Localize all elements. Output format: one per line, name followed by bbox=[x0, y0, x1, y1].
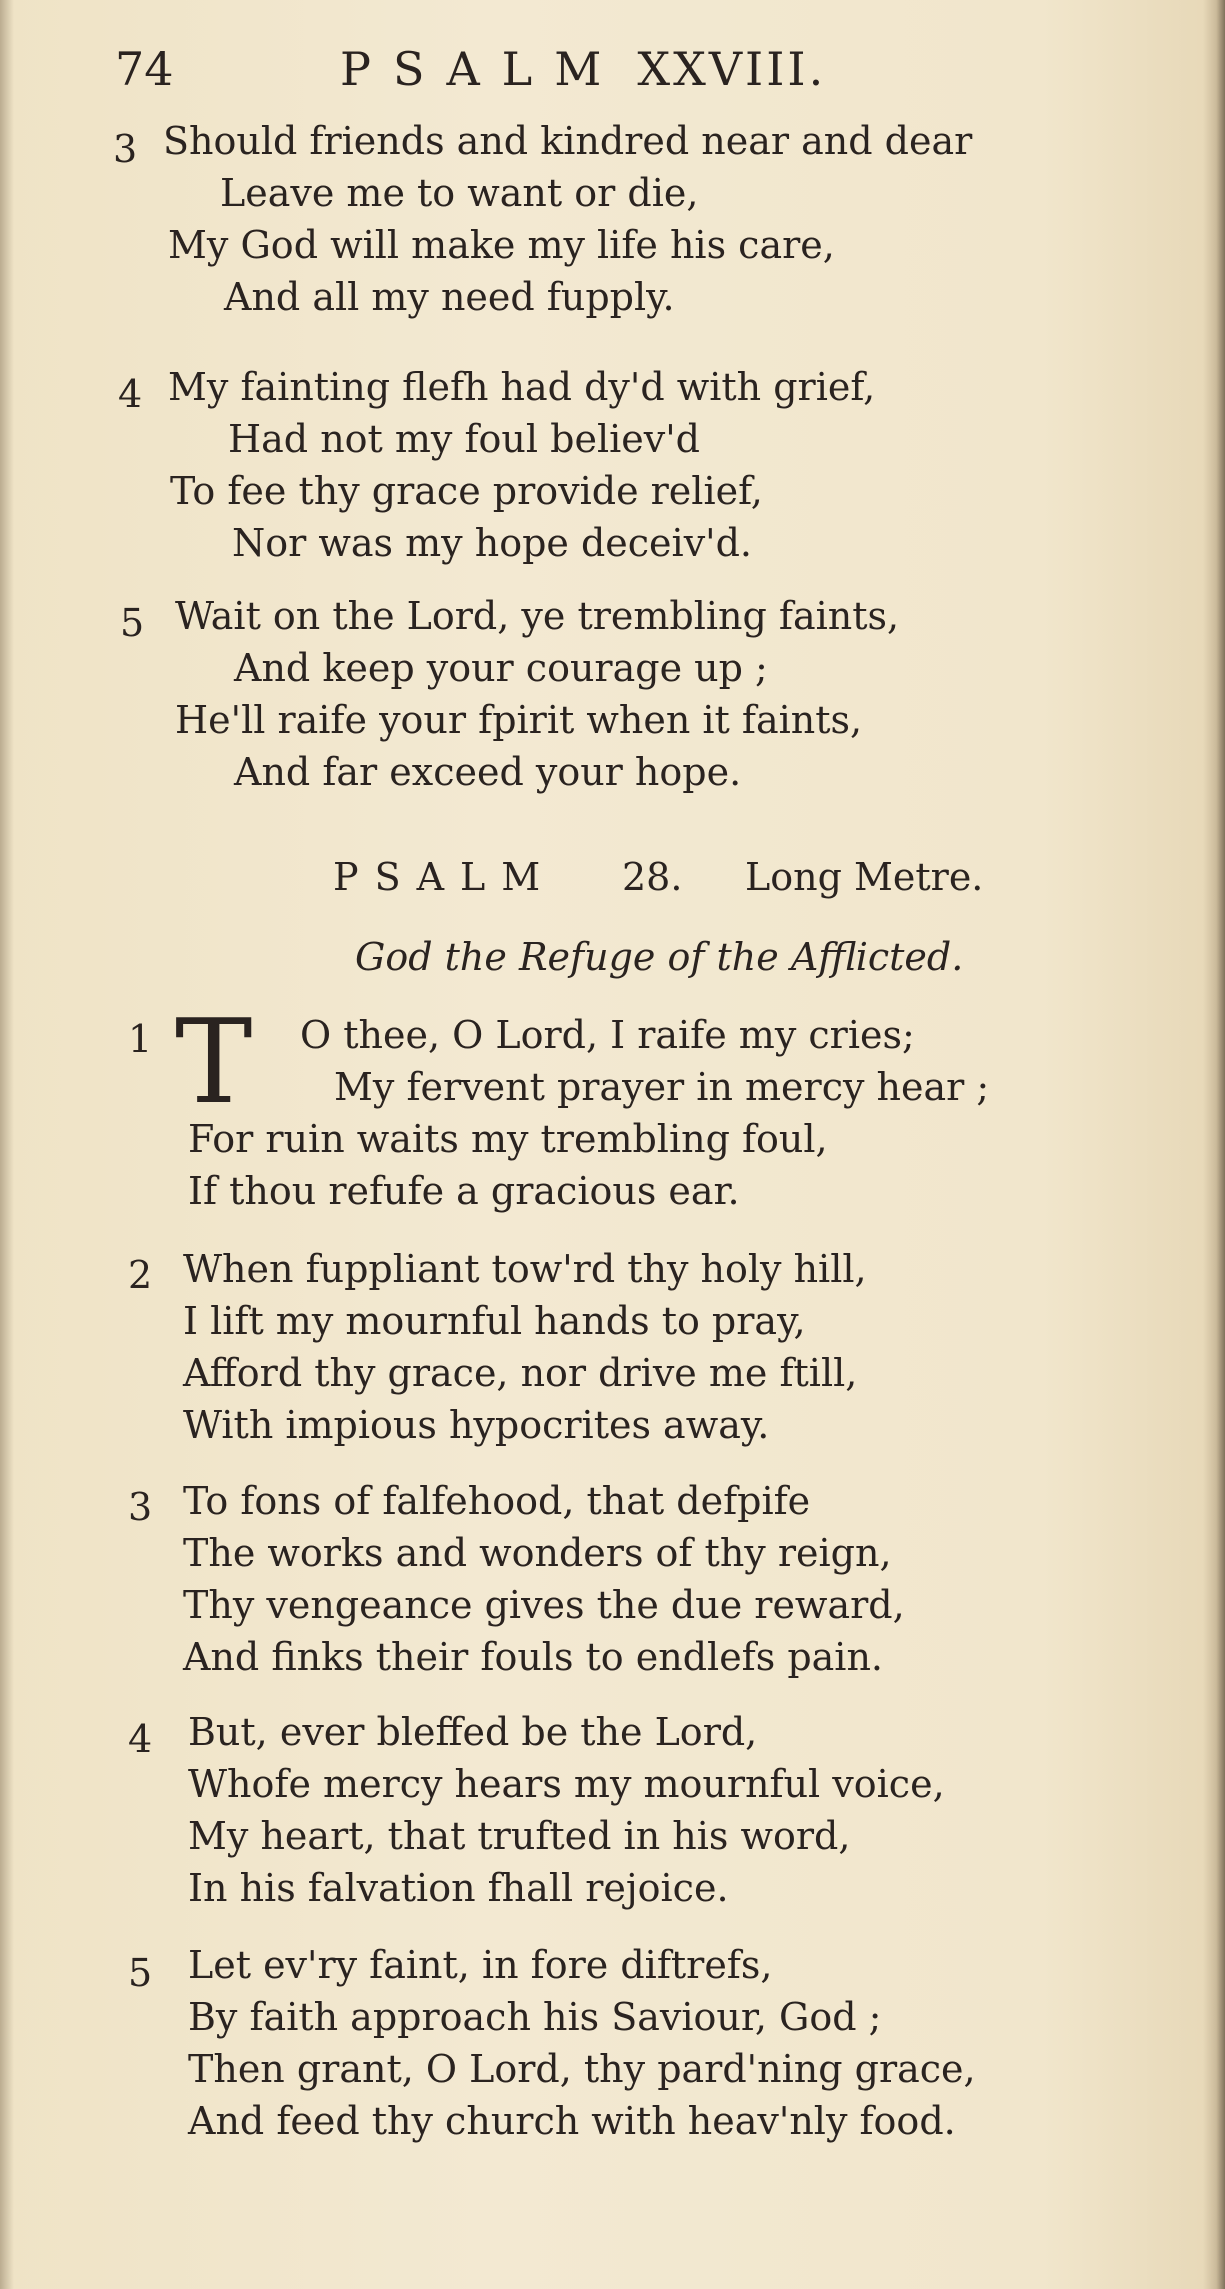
verse-line: Leave me to want or die, bbox=[220, 171, 699, 215]
verse-line: O thee, O Lord, I raife my cries; bbox=[300, 1013, 915, 1057]
stanza-number: 3 bbox=[113, 127, 138, 171]
verse-line: With impious hypocrites away. bbox=[183, 1403, 770, 1447]
verse-line: My fervent prayer in mercy hear ; bbox=[334, 1065, 990, 1109]
verse-line: He'll raife your fpirit when it faints, bbox=[175, 698, 863, 742]
page-header bbox=[0, 42, 1225, 102]
stanza-number: 4 bbox=[128, 1717, 153, 1761]
verse-line: And feed thy church with heav'nly food. bbox=[188, 2099, 956, 2143]
verse-line: But, ever bleffed be the Lord, bbox=[188, 1710, 758, 1754]
verse-line: My heart, that trufted in his word, bbox=[188, 1814, 851, 1858]
page-gutter-shadow bbox=[0, 0, 14, 2289]
verse-line: Whofe mercy hears my mournful voice, bbox=[188, 1762, 945, 1806]
verse-line: Thy vengeance gives the due reward, bbox=[183, 1583, 905, 1627]
verse-line: Then grant, O Lord, thy pard'ning grace, bbox=[188, 2047, 976, 2091]
verse-line: The works and wonders of thy reign, bbox=[183, 1531, 892, 1575]
verse-line: To fee thy grace provide relief, bbox=[170, 469, 763, 513]
verse-line: Nor was my hope deceiv'd. bbox=[232, 521, 753, 565]
verse-line: By faith approach his Saviour, God ; bbox=[188, 1995, 882, 2039]
psalm-title bbox=[0, 855, 1225, 905]
verse-line: And keep your courage up ; bbox=[234, 646, 768, 690]
psalm-subtitle: God the Refuge of the Afflicted. bbox=[355, 935, 964, 979]
verse-line: Let ev'ry faint, in fore diftrefs, bbox=[188, 1943, 773, 1987]
psalm-metre: Long Metre. bbox=[745, 855, 984, 899]
stanza-number: 3 bbox=[128, 1485, 153, 1529]
verse-line: For ruin waits my trembling foul, bbox=[188, 1117, 828, 1161]
running-head-numeral: XXVIII. bbox=[637, 42, 827, 96]
stanza-number: 5 bbox=[120, 601, 145, 645]
running-head-word: PSALM bbox=[340, 42, 624, 96]
drop-cap: T bbox=[175, 995, 253, 1130]
verse-line: My God will make my life his care, bbox=[168, 223, 835, 267]
psalm-number: 28. bbox=[622, 855, 683, 899]
stanza-number: 2 bbox=[128, 1253, 153, 1297]
verse-line: My fainting flefh had dy'd with grief, bbox=[168, 365, 876, 409]
page-edge-shadow bbox=[1203, 0, 1225, 2289]
verse-line: Should friends and kindred near and dear bbox=[163, 119, 973, 163]
verse-line: If thou refufe a gracious ear. bbox=[188, 1169, 740, 1213]
verse-line: To fons of falfehood, that defpife bbox=[183, 1479, 811, 1523]
verse-line: Afford thy grace, nor drive me ftill, bbox=[183, 1351, 858, 1395]
verse-line: Had not my foul believ'd bbox=[228, 417, 700, 461]
verse-line: And far exceed your hope. bbox=[234, 750, 742, 794]
verse-line: Wait on the Lord, ye trembling faints, bbox=[175, 594, 900, 638]
verse-line: And all my need fupply. bbox=[224, 275, 675, 319]
stanza-number: 5 bbox=[128, 1951, 153, 1995]
verse-line: And finks their fouls to endlefs pain. bbox=[183, 1635, 884, 1679]
stanza-number: 4 bbox=[118, 372, 143, 416]
stanza-number: 1 bbox=[128, 1017, 153, 1061]
page-number: 74 bbox=[115, 42, 174, 96]
running-head bbox=[340, 42, 826, 96]
psalm-title-word: PSALM bbox=[333, 855, 557, 899]
verse-line: In his falvation fhall rejoice. bbox=[188, 1866, 729, 1910]
verse-line: When fuppliant tow'rd thy holy hill, bbox=[183, 1247, 867, 1291]
verse-line: I lift my mournful hands to pray, bbox=[183, 1299, 806, 1343]
